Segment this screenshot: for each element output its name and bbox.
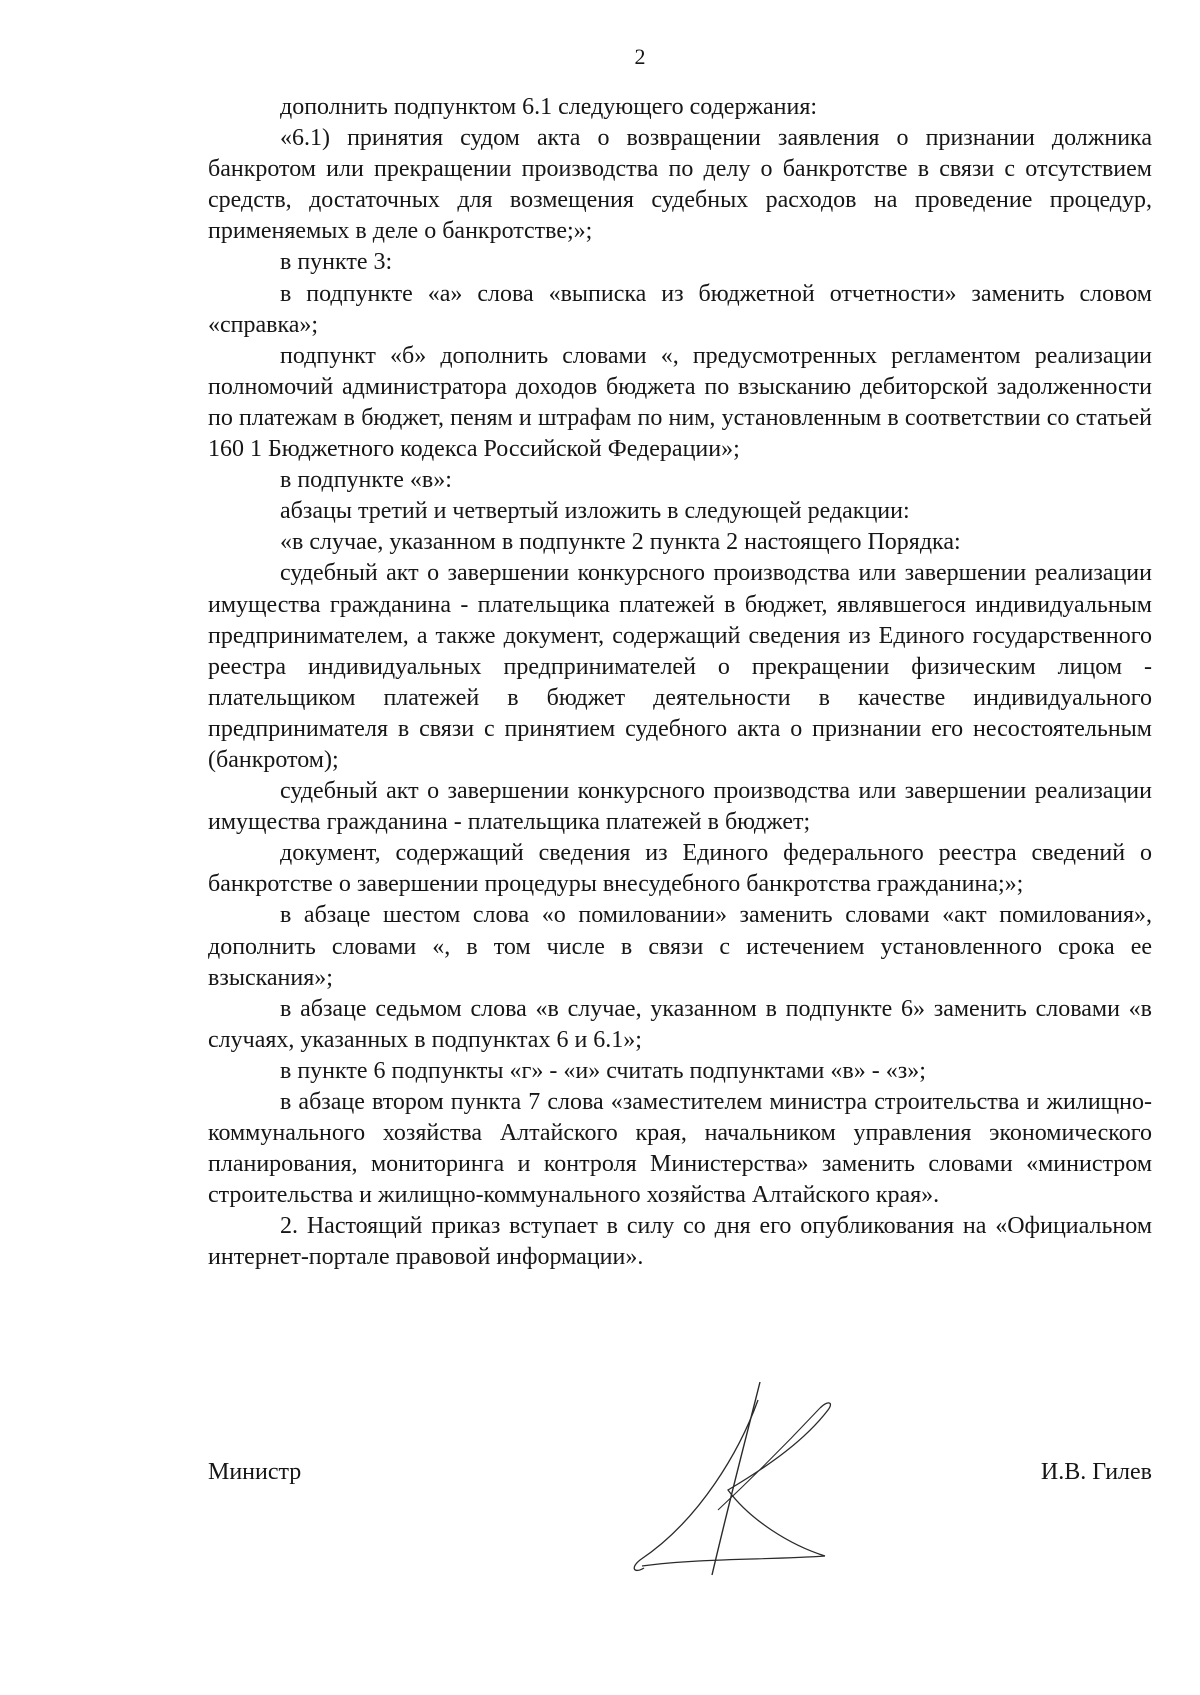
paragraph: «6.1) принятия судом акта о возвращении заявления о признании должника банкротом или прекращении производства по делу о банкротстве в связи с отсутствием средств, достаточных для возмещения судебных расходов на проведение процедур, применяемых в деле о банкротстве;»;	[208, 125, 1152, 245]
signatory-name: И.В. Гилев	[1040, 1459, 1152, 1485]
handwritten-signature	[620, 1370, 860, 1580]
page-number: 2	[634, 44, 646, 69]
paragraph: судебный акт о завершении конкурсного производства или завершении реализации имущества гражданина - плательщика платежей в бюджет;	[208, 778, 1152, 836]
paragraph: в подпункте «а» слова «выписка из бюджетной отчетности» заменить словом «справка»;	[208, 280, 1152, 338]
paragraph: в подпункте «в»:	[280, 467, 452, 494]
paragraph: в абзаце шестом слова «о помиловании» заменить словами «акт помилования», дополнить словами «, в том числе в связи с истечением установленного срока ее взыскания»;	[208, 902, 1152, 991]
paragraph: в пункте 3:	[280, 249, 393, 276]
paragraph: в абзаце втором пункта 7 слова «заместителем министра строительства и жилищно-коммунального хозяйства Алтайского края, начальником управления экономического планирования, мониторинга и контроля Министерства» заменить словами «министром строительства и жилищно-коммунального хозяйства Алтайского края».	[208, 1089, 1152, 1209]
paragraph: в пункте 6 подпункты «г» - «и» считать подпунктами «в» - «з»;	[280, 1057, 926, 1084]
paragraph: документ, содержащий сведения из Единого федерального реестра сведений о банкротстве о завершении процедуры внесудебного банкротства гражданина;»;	[208, 840, 1152, 898]
paragraph: в абзаце седьмом слова «в случае, указанном в подпункте 6» заменить словами «в случаях, указанных в подпунктах 6 и 6.1»;	[208, 995, 1152, 1053]
document-body	[208, 92, 1152, 1274]
paragraph: 2. Настоящий приказ вступает в силу со дня его опубликования на «Официальном интернет-портале правовой информации».	[208, 1213, 1152, 1271]
paragraph: абзацы третий и четвертый изложить в следующей редакции:	[280, 498, 910, 525]
paragraph: подпункт «б» дополнить словами «, предусмотренных регламентом реализации полномочий администратора доходов бюджета по взысканию дебиторской задолженности по платежам в бюджет, пеням и штрафам по ним, установленным в соответствии со статьей 160 1 Бюджетного кодекса Российской Федерации»;	[208, 342, 1152, 463]
paragraph: судебный акт о завершении конкурсного производства или завершении реализации имущества гражданина - плательщика платежей в бюджет, являвшегося индивидуальным предпринимателем, а также документ, содержащий сведения из Единого государственного реестра индивидуальных предпринимателей о прекращении физическим лицом - плательщиком платежей в бюджет деятельности в качестве индивидуального предпринимателя в связи с принятием судебного акта о признании его несостоятельным (банкротом);	[208, 560, 1152, 773]
signatory-title: Министр	[208, 1459, 302, 1485]
paragraph: дополнить подпунктом 6.1 следующего содержания:	[280, 94, 818, 120]
paragraph: «в случае, указанном в подпункте 2 пункта 2 настоящего Порядка:	[280, 529, 961, 556]
